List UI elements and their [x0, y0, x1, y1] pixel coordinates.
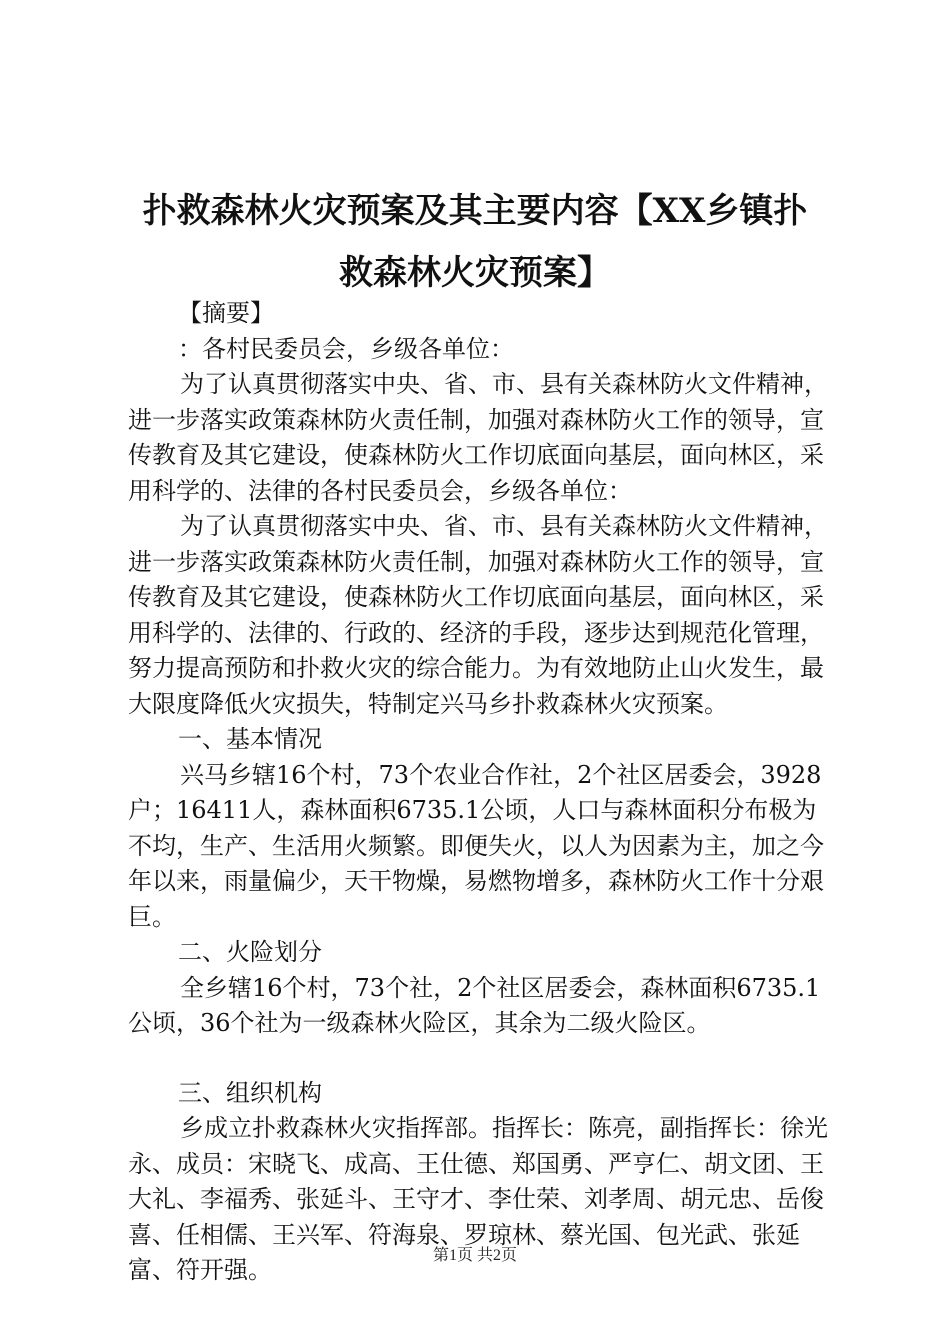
paragraph-intro-2: 为了认真贯彻落实中央、省、市、县有关森林防火文件精神，进一步落实政策森林防火责任制，加强对森林防火工作的领导，宣传教育及其它建设，使森林防火工作切底面向基层，面向林区，采用科学的、法律的、行政的、经济的手段，逐步达到规范化管理，努力提高预防和扑救火灾的综合能力。为有效地防止山火发生，最大限度降低火灾损失，特制定兴马乡扑救森林火灾预案。 — [128, 512, 828, 718]
heading-organization: 三、组织机构 — [178, 1078, 322, 1107]
page-footer: 第1页 共2页 — [432, 1247, 517, 1264]
document-title — [100, 180, 850, 304]
heading-basic-situation: 一、基本情况 — [178, 725, 322, 753]
paragraph-basic-situation: 兴马乡辖16个村，73个农业合作社，2个社区居委会，3928户；16411人，森林面积6735.1公顷，人口与森林面积分布极为不均，生产、生活用火频繁。即便失火，以人为因素为主，加之今年以来，雨量偏少，天干物燥，易燃物增多，森林防火工作十分艰巨。 — [128, 760, 824, 931]
salutation: ：各村民委员会，乡级各单位： — [178, 334, 514, 363]
abstract-label: 【摘要】 — [178, 299, 274, 327]
title-line-2: 救森林火灾预案】 — [339, 253, 611, 293]
paragraph-organization: 乡成立扑救森林火灾指挥部。指挥长：陈亮，副指挥长：徐光永、成员：宋晓飞、成高、王仕德、郑国勇、严亨仁、胡文团、王大礼、李福秀、张延斗、王守才、李仕荣、刘孝周、胡元忠、岳俊喜、任相儒、王兴军、符海泉、罗琼林、蔡光国、包光武、张延富、符开强。 — [128, 1114, 828, 1284]
paragraph-fire-risk-zoning: 全乡辖16个村，73个社，2个社区居委会，森林面积6735.1公顷，36个社为一级森林火险区，其余为二级火险区。 — [128, 973, 821, 1037]
paragraph-intro-1: 为了认真贯彻落实中央、省、市、县有关森林防火文件精神，进一步落实政策森林防火责任制，加强对森林防火工作的领导，宣传教育及其它建设，使森林防火工作切底面向基层，面向林区，采用科学的、法律的各村民委员会，乡级各单位： — [128, 370, 828, 505]
heading-fire-risk-zoning: 二、火险划分 — [178, 938, 322, 966]
title-line-1: 扑救森林火灾预案及其主要内容【XX乡镇扑 — [142, 191, 808, 231]
document-body — [128, 296, 840, 1289]
